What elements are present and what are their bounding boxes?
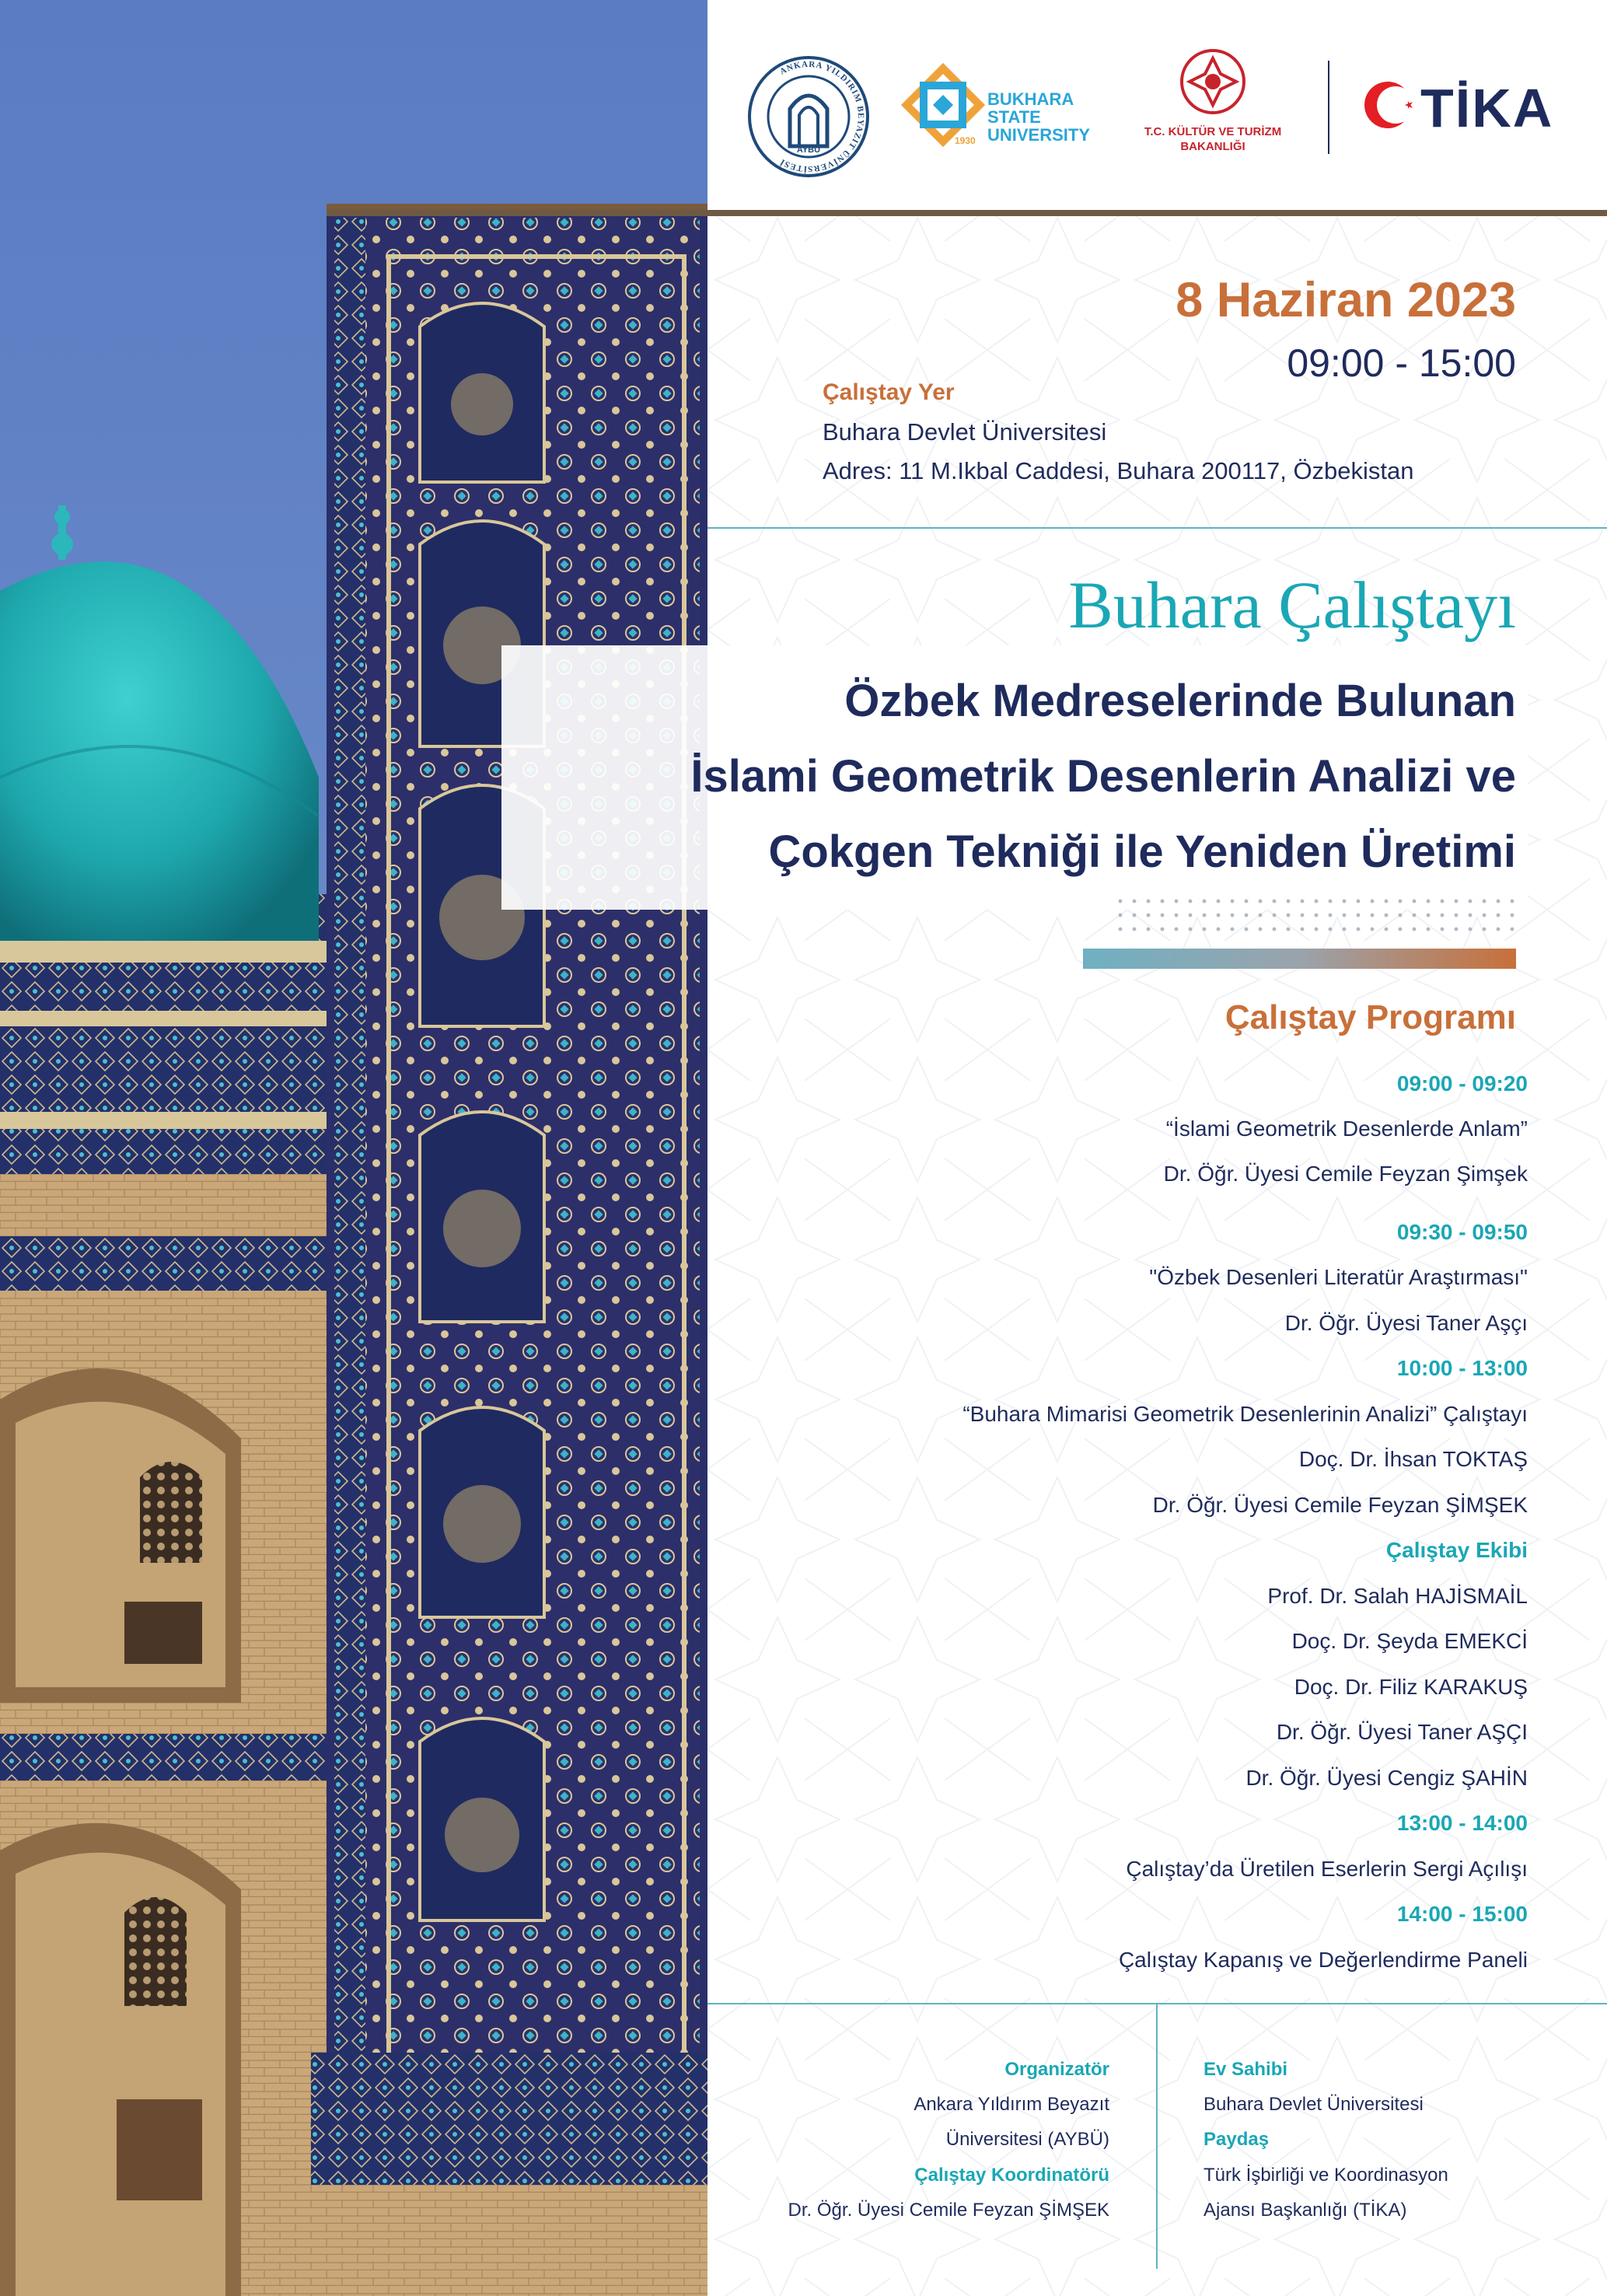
- madrasa-photo: [0, 0, 707, 2296]
- program-item-text: Dr. Öğr. Üyesi Taner Aşçı: [1284, 1311, 1528, 1335]
- photo-top-edge: [327, 210, 1607, 216]
- svg-text:ANKARA YILDIRIM BEYAZIT ÜNİVER: ANKARA YILDIRIM BEYAZIT ÜNİVERSİTESİ: [778, 59, 866, 174]
- organizer-line1: Ankara Yıldırım Beyazıt: [914, 2094, 1109, 2115]
- ministry-emblem-icon: [1178, 47, 1248, 117]
- subtitle-line-2: İslami Geometrik Desenlerin Analizi ve: [690, 751, 1516, 802]
- organizer-line2: Üniversitesi (AYBÜ): [945, 2129, 1109, 2150]
- program-item-text: Dr. Öğr. Üyesi Cengiz ŞAHİN: [1245, 1766, 1528, 1790]
- program-item-time: 09:30 - 09:50: [1396, 1220, 1528, 1244]
- venue-name: Buhara Devlet Üniversitesi: [823, 418, 1107, 446]
- program-item-text: Dr. Öğr. Üyesi Cemile Feyzan Şimşek: [1163, 1162, 1528, 1186]
- program-item-text: Doç. Dr. İhsan TOKTAŞ: [1298, 1447, 1528, 1471]
- decorative-dots: [1113, 894, 1518, 941]
- program-item-text: “İslami Geometrik Desenlerde Anlam”: [1165, 1117, 1528, 1141]
- organizer-label: Organizatör: [1004, 2059, 1109, 2080]
- ministry-logo: [1112, 47, 1314, 179]
- ministry-line2: BAKANLIĞI: [1180, 140, 1245, 153]
- svg-text:AYBÜ: AYBÜ: [796, 145, 821, 155]
- aybu-logo: [746, 54, 871, 179]
- crescent-star-icon: [1357, 74, 1419, 136]
- subtitle-line-3: Çokgen Tekniği ile Yeniden Üretimi: [768, 826, 1516, 877]
- program-item-text: "Özbek Desenleri Literatür Araştırması": [1149, 1265, 1528, 1289]
- venue-label: Çalıştay Yer: [823, 379, 955, 405]
- program-team-heading: Çalıştay Ekibi: [1385, 1538, 1528, 1562]
- tika-text: TİKA: [1420, 78, 1554, 138]
- venue-address: Adres: 11 M.Ikbal Caddesi, Buhara 200117, Özbekistan: [823, 457, 1414, 484]
- stakeholder-line1: Türk İşbirliği ve Koordinasyon: [1204, 2165, 1448, 2186]
- program-item-time: 13:00 - 14:00: [1396, 1811, 1528, 1835]
- program-heading: Çalıştay Programı: [1224, 998, 1516, 1036]
- divider-top: [707, 527, 1607, 529]
- program-item-time: 10:00 - 13:00: [1396, 1356, 1528, 1380]
- footer-divider: [1156, 2004, 1158, 2269]
- workshop-title: Buhara Çalıştayı: [1068, 568, 1516, 642]
- program-item-text: Dr. Öğr. Üyesi Taner AŞÇI: [1276, 1720, 1528, 1744]
- gradient-bar: [1083, 949, 1516, 969]
- host-name: Buhara Devlet Üniversitesi: [1204, 2094, 1424, 2115]
- logo-bar: [707, 31, 1607, 187]
- geometric-background-pattern: [707, 210, 1607, 2296]
- program-item-time: 09:00 - 09:20: [1396, 1071, 1528, 1096]
- subtitle-line-1: Özbek Medreselerinde Bulunan: [844, 676, 1516, 726]
- program-item-text: Çalıştay Kapanış ve Değerlendirme Paneli: [1118, 1948, 1528, 1972]
- program-item-text: Doç. Dr. Şeyda EMEKCİ: [1291, 1629, 1528, 1653]
- program-item-text: Dr. Öğr. Üyesi Cemile Feyzan ŞİMŞEK: [1152, 1493, 1528, 1517]
- event-time: 09:00 - 15:00: [1287, 341, 1516, 385]
- tika-logo: [1357, 74, 1590, 144]
- host-label: Ev Sahibi: [1204, 2059, 1288, 2080]
- madrasa-illustration: [0, 0, 707, 2296]
- bukhara-university-logo: [900, 62, 1134, 179]
- stakeholder-label: Paydaş: [1204, 2129, 1270, 2150]
- program-item-text: Doç. Dr. Filiz KARAKUŞ: [1294, 1675, 1528, 1699]
- coordinator-name: Dr. Öğr. Üyesi Cemile Feyzan ŞİMŞEK: [788, 2200, 1109, 2221]
- ministry-line1: T.C. KÜLTÜR VE TURİZM: [1144, 125, 1282, 138]
- program-item-text: Çalıştay’da Üretilen Eserlerin Sergi Açılışı: [1126, 1857, 1528, 1881]
- program-item-text: Prof. Dr. Salah HAJİSMAİL: [1267, 1584, 1528, 1608]
- program-item-text: “Buhara Mimarisi Geometrik Desenlerinin Analizi” Çalıştayı: [962, 1402, 1528, 1426]
- bukhara-line1: BUKHARA: [987, 89, 1074, 109]
- logo-divider: [1328, 61, 1329, 154]
- stakeholder-line2: Ajansı Başkanlığı (TİKA): [1204, 2200, 1407, 2221]
- bukhara-year: 1930: [955, 135, 976, 146]
- event-date: 8 Haziran 2023: [1176, 273, 1516, 327]
- bukhara-line3: UNIVERSITY: [987, 125, 1091, 145]
- program-item-time: 14:00 - 15:00: [1396, 1902, 1528, 1926]
- coordinator-label: Çalıştay Koordinatörü: [914, 2165, 1109, 2186]
- bukhara-line2: STATE: [987, 107, 1041, 127]
